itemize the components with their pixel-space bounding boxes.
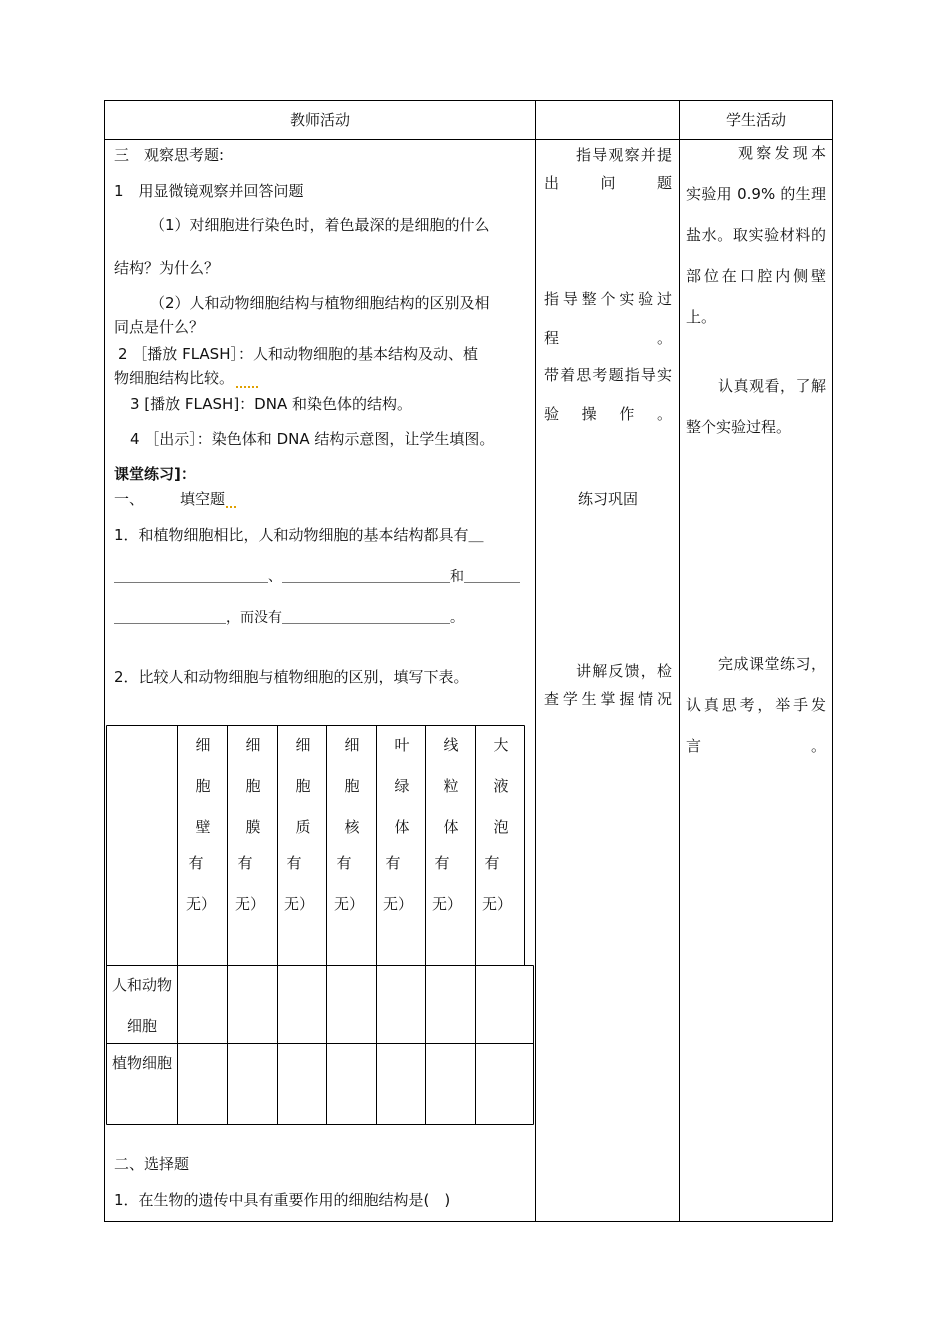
row-label-plant-cell: 植物细胞 xyxy=(112,1054,173,1072)
column-header-name: 细胞壁 xyxy=(195,736,211,836)
item-2-line-1: 2 ［播放 FLASH］：人和动物细胞的基本结构及动、植 xyxy=(118,345,478,363)
student-observation: 观察发现本实验用 0.9% 的生理盐水。取实验材料的部位在口腔内侧壁上。 xyxy=(686,144,826,326)
middle-practice: 练习巩固 xyxy=(578,490,639,508)
column-header-chloroplast xyxy=(377,725,426,965)
student-watch: 认真观看，了解整个实验过程。 xyxy=(686,377,826,436)
middle-guide-process: 指导整个实验过程。 xyxy=(544,290,672,347)
question-2-line-1: （2）人和动物细胞结构与植物细胞结构的区别及相 xyxy=(150,294,490,312)
choice-section-title: 二、选择题 xyxy=(114,1155,190,1173)
column-header-name: 细胞膜 xyxy=(245,736,261,836)
question-1-line-1: （1）对细胞进行染色时，着色最深的是细胞的什么 xyxy=(150,216,490,234)
middle-guide-observe: 指导观察并提出问题 xyxy=(544,146,672,192)
middle-guide-operation: 带着思考题指导实验操作。 xyxy=(544,366,672,423)
section-title: 三 观察思考题: xyxy=(114,146,225,164)
column-divider xyxy=(679,101,680,1221)
column-header-cell-wall xyxy=(178,725,228,965)
column-header-name: 叶绿体 xyxy=(394,736,410,836)
question-2-line-2: 同点是什么？ xyxy=(114,318,205,336)
column-header-mitochondria xyxy=(426,725,476,965)
column-header-name: 线粒体 xyxy=(443,736,459,836)
column-header-suffix: 有无） xyxy=(284,854,315,913)
row-label-animal-cell: 人和动物细胞 xyxy=(112,976,173,1035)
practice-title: 课堂练习]： xyxy=(114,465,196,483)
column-header-suffix: 有无） xyxy=(482,854,513,913)
item-2-line-2: 物细胞结构比较。 xyxy=(114,369,235,387)
column-header-name: 大液泡 xyxy=(493,736,509,836)
fill-question-1-line-2: ＿＿＿＿＿＿＿＿＿＿＿、＿＿＿＿＿＿＿＿＿＿＿＿和＿＿＿＿ xyxy=(114,569,520,585)
column-header-vacuole xyxy=(476,725,525,965)
column-header-cell-membrane xyxy=(228,725,278,965)
column-divider xyxy=(535,101,536,1221)
choice-question-1: 1．在生物的遗传中具有重要作用的细胞结构是( ) xyxy=(114,1191,451,1209)
spellcheck-underline xyxy=(236,386,258,388)
column-header-name: 细胞核 xyxy=(344,736,360,836)
item-3: 3 [播放 FLASH]：DNA 和染色体的结构。 xyxy=(130,395,412,413)
column-header-nucleus xyxy=(327,725,377,965)
header-teacher-activity: 教师活动 xyxy=(289,111,350,129)
column-header-suffix: 有无） xyxy=(432,854,463,913)
column-header-suffix: 有无） xyxy=(235,854,266,913)
header-middle xyxy=(535,101,679,139)
fill-section-title: 填空题 xyxy=(180,490,226,508)
column-header-name: 细胞质 xyxy=(295,736,311,836)
column-header-suffix: 有无） xyxy=(334,854,365,913)
item-1: 1 用显微镜观察并回答问题 xyxy=(114,182,304,200)
column-header-suffix: 有无） xyxy=(186,854,217,913)
fill-section-number: 一、 xyxy=(114,490,145,508)
question-1-line-2: 结构？为什么？ xyxy=(114,259,220,277)
header-student-activity: 学生活动 xyxy=(725,111,786,129)
fill-question-2: 2．比较人和动物细胞与植物细胞的区别，填写下表。 xyxy=(114,668,469,686)
middle-feedback: 讲解反馈，检查学生掌握情况 xyxy=(544,662,672,708)
column-header-suffix: 有无） xyxy=(383,854,414,913)
fill-question-1-line-1: 1．和植物细胞相比，人和动物细胞的基本结构都具有＿ xyxy=(114,526,484,544)
item-4: 4 ［出示］：染色体和 DNA 结构示意图，让学生填图。 xyxy=(130,430,495,448)
comparison-table xyxy=(106,725,534,1125)
fill-question-1-line-3: ＿＿＿＿＿＿＿＿，而没有＿＿＿＿＿＿＿＿＿＿＿＿。 xyxy=(114,610,464,626)
spellcheck-underline xyxy=(226,506,236,508)
column-header-cytoplasm xyxy=(278,725,327,965)
student-answer: 完成课堂练习，认真思考，举手发言。 xyxy=(686,655,826,755)
